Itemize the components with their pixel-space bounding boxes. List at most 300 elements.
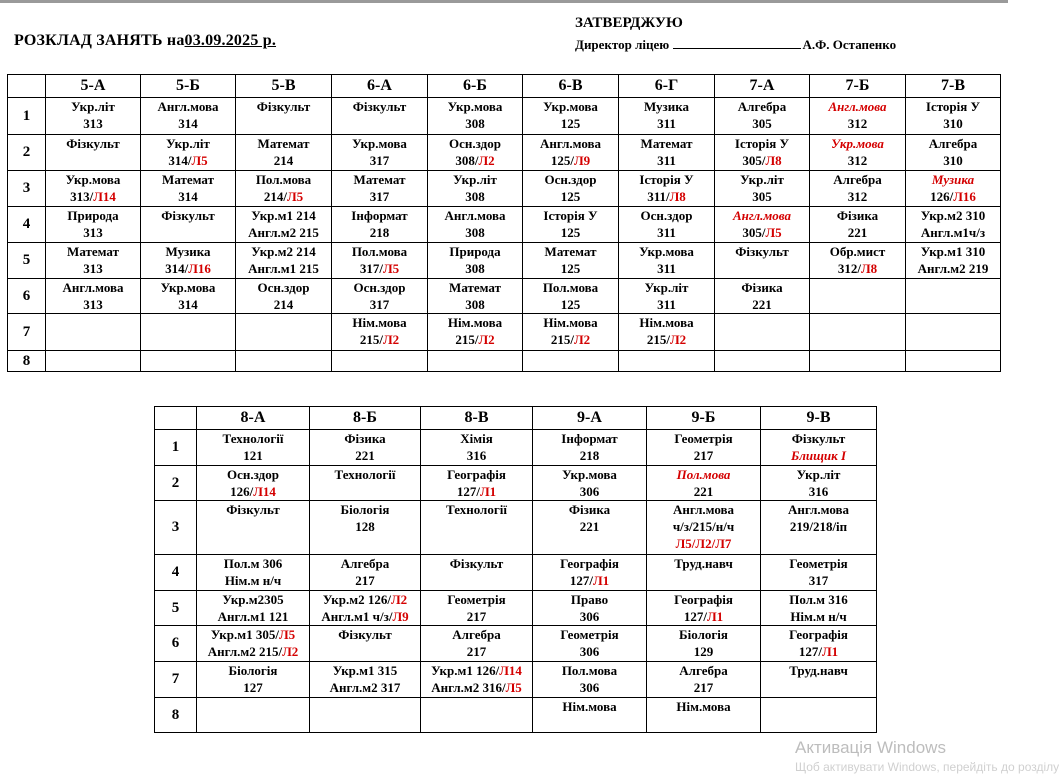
lesson-text: 221: [752, 297, 772, 312]
lesson-line: [647, 608, 760, 625]
lesson-text: Природа: [67, 208, 119, 223]
lesson-cell: [810, 171, 906, 207]
lesson-number: 7: [155, 662, 197, 698]
lesson-line: [428, 135, 522, 152]
lesson-line: [141, 98, 235, 115]
lesson-text: Біологія: [228, 663, 278, 678]
lesson-row: [155, 662, 877, 698]
lesson-text: 308: [465, 116, 485, 131]
lesson-number: 3: [155, 501, 197, 555]
lesson-line: [332, 314, 427, 331]
lesson-line: [197, 591, 309, 608]
lesson-cell: [236, 314, 332, 351]
lesson-line: [533, 447, 646, 464]
lesson-number: 5: [8, 243, 46, 279]
lesson-line: [46, 98, 140, 115]
lesson-text: 214/: [263, 189, 287, 204]
lesson-cell: [715, 98, 810, 135]
lesson-text: Географія: [674, 592, 733, 607]
lesson-line: [523, 188, 618, 205]
lesson-line: [523, 314, 618, 331]
lesson-line: [310, 608, 420, 625]
lesson-line: [236, 171, 331, 188]
lesson-line: [236, 296, 331, 313]
lesson-text: Фізика: [836, 208, 879, 223]
lesson-text: 312/: [837, 261, 861, 276]
lesson-line: [715, 188, 809, 205]
lesson-cell: [906, 351, 1001, 372]
lesson-line: [906, 188, 1000, 205]
lesson-cell: [810, 279, 906, 314]
lesson-line: [810, 135, 905, 152]
lesson-cell: [197, 430, 310, 466]
class-header: 9-Б: [647, 407, 761, 430]
lesson-number: 7: [8, 314, 46, 351]
lesson-line: [197, 626, 309, 643]
lesson-text: Фізкульт: [449, 556, 504, 571]
lesson-line: [647, 643, 760, 660]
lesson-line: [197, 572, 309, 589]
lesson-text: Укр.м1 126/: [431, 663, 500, 678]
lesson-line: [523, 243, 618, 260]
lesson-text: Алгебра: [737, 99, 787, 114]
lesson-line: [619, 115, 714, 132]
lesson-text: Англ.м1 ч/з/: [321, 609, 393, 624]
lesson-number: 1: [155, 430, 197, 466]
lesson-cell: [761, 430, 877, 466]
lesson-text: 305/: [742, 153, 766, 168]
class-header: 6-А: [332, 75, 428, 98]
lesson-text: Пол.мова: [255, 172, 312, 187]
lesson-line: [906, 224, 1000, 241]
lesson-room-code: Л16: [953, 189, 976, 204]
lesson-line: [761, 591, 876, 608]
lesson-line: [761, 572, 876, 589]
lesson-row: [8, 279, 1001, 314]
lesson-line: [810, 260, 905, 277]
lesson-cell: [46, 314, 141, 351]
lesson-line: [715, 296, 809, 313]
lesson-line: [332, 98, 427, 115]
lesson-line: [906, 171, 1000, 188]
lesson-cell: [141, 351, 236, 372]
lesson-cell: [197, 466, 310, 501]
lesson-cell: [619, 243, 715, 279]
lesson-text: 313: [83, 225, 103, 240]
lesson-line: [715, 279, 809, 296]
windows-activation-hint: Щоб активувати Windows, перейдіть до розділу: [795, 760, 1059, 774]
lesson-line: [310, 572, 420, 589]
lesson-line: [715, 224, 809, 241]
lesson-line: [810, 152, 905, 169]
lesson-number: 1: [8, 98, 46, 135]
lesson-cell: [197, 591, 310, 626]
lesson-cell: [428, 171, 523, 207]
lesson-text: Фізкульт: [338, 627, 392, 642]
lesson-text: Англ.м2 316/: [431, 680, 506, 695]
lesson-line: [647, 698, 760, 715]
lesson-line: [810, 115, 905, 132]
lesson-cell: [810, 243, 906, 279]
lesson-text: 217: [466, 644, 487, 659]
lesson-text: Музика: [643, 99, 690, 114]
lesson-text: Укр.м2305: [222, 592, 284, 607]
lesson-line: [533, 591, 646, 608]
lesson-cell: [197, 555, 310, 591]
lesson-text: 214: [273, 297, 294, 312]
lesson-text: Укр.мова: [65, 172, 121, 187]
lesson-text: 221: [355, 448, 375, 463]
lesson-cell: [761, 626, 877, 662]
lesson-line: [715, 243, 809, 260]
approval-heading: ЗАТВЕРДЖУЮ: [575, 15, 683, 31]
lesson-line: [141, 207, 235, 224]
lesson-number: 8: [155, 698, 197, 733]
lesson-line: [141, 135, 235, 152]
lesson-text: Англ.мова: [828, 99, 887, 114]
lesson-cell: [141, 314, 236, 351]
lesson-line: [428, 224, 522, 241]
lesson-text: 316: [466, 448, 487, 463]
lesson-text: 125: [560, 116, 581, 131]
lesson-line: [141, 243, 235, 260]
lesson-text: Геометрія: [674, 431, 733, 446]
lesson-line: [619, 331, 714, 348]
lesson-text: Англ.мова: [444, 208, 506, 223]
lesson-line: [236, 188, 331, 205]
lesson-number: 8: [8, 351, 46, 372]
lesson-text: Укр.мова: [562, 467, 617, 482]
lesson-text: Фізкульт: [791, 431, 846, 446]
lesson-row: [8, 98, 1001, 135]
lesson-text: 128: [355, 519, 375, 534]
lesson-text: Геометрія: [789, 556, 848, 571]
lesson-line: [647, 518, 760, 535]
lesson-text: 317: [808, 573, 829, 588]
lesson-line: [197, 501, 309, 518]
lesson-room-code: Л8: [860, 261, 878, 276]
lesson-cell: [533, 466, 647, 501]
lesson-text: 313: [83, 116, 103, 131]
lesson-cell: [141, 98, 236, 135]
lesson-text: Нім.мова: [562, 699, 617, 714]
lesson-text: 217: [355, 573, 375, 588]
lesson-cell: [236, 279, 332, 314]
lesson-line: [421, 643, 532, 660]
lesson-line: [236, 152, 331, 169]
lesson-room-code: Л5: [505, 680, 522, 695]
lesson-text: 313: [83, 261, 103, 276]
lesson-line: [523, 152, 618, 169]
lesson-line: [523, 279, 618, 296]
lesson-line: [647, 662, 760, 679]
lesson-text: 127/: [798, 644, 822, 659]
lesson-cell: [310, 662, 421, 698]
lesson-cell: [141, 135, 236, 171]
lesson-cell: [533, 626, 647, 662]
lesson-line: [619, 98, 714, 115]
lesson-line: [421, 466, 532, 483]
lesson-text: Природа: [449, 244, 501, 259]
class-header: 9-А: [533, 407, 647, 430]
lesson-text: Нім.мова: [543, 315, 598, 330]
lesson-text: 305: [752, 116, 772, 131]
lesson-cell: [332, 351, 428, 372]
lesson-line: [523, 135, 618, 152]
lesson-text: Англ.м1ч/з: [920, 225, 986, 240]
lesson-line: [810, 243, 905, 260]
lesson-cell: [141, 243, 236, 279]
lesson-line: [310, 626, 420, 643]
lesson-text: 308: [465, 297, 485, 312]
lesson-line: [533, 626, 646, 643]
lesson-room-code: Л1: [821, 644, 839, 659]
director-name: А.Ф. Остапенко: [802, 37, 897, 52]
lesson-cell: [810, 98, 906, 135]
lesson-line: [715, 171, 809, 188]
lesson-cell: [421, 662, 533, 698]
lesson-text: 121: [243, 448, 263, 463]
class-header: 5-Б: [141, 75, 236, 98]
lesson-cell: [421, 430, 533, 466]
class-header: 8-В: [421, 407, 533, 430]
lesson-room-code: Л9: [392, 609, 409, 624]
lesson-line: [428, 207, 522, 224]
lesson-line: [46, 260, 140, 277]
class-header: 5-В: [236, 75, 332, 98]
lesson-row: [155, 591, 877, 626]
lesson-text: 314: [178, 116, 198, 131]
lesson-text: Математ: [640, 136, 693, 151]
lesson-line: [761, 447, 876, 464]
lesson-row: [155, 430, 877, 466]
lesson-cell: [715, 207, 810, 243]
lesson-text: 217: [693, 448, 714, 463]
lesson-line: [332, 296, 427, 313]
lesson-room-code: Л2: [390, 592, 408, 607]
lesson-text: 312: [847, 116, 868, 131]
lesson-line: [310, 679, 420, 696]
lesson-text: 129: [693, 644, 714, 659]
lesson-row: [155, 501, 877, 555]
lesson-text: 125: [560, 297, 581, 312]
lesson-line: [46, 135, 140, 152]
lesson-cell: [647, 466, 761, 501]
lesson-text: 310: [943, 116, 963, 131]
lesson-cell: [310, 466, 421, 501]
title-prefix: РОЗКЛАД ЗАНЯТЬ на: [14, 32, 185, 49]
lesson-text: 219/218/іп: [789, 519, 848, 534]
lesson-text: 316: [808, 484, 829, 499]
lesson-cell: [761, 662, 877, 698]
lesson-cell: [715, 351, 810, 372]
lesson-text: 314/: [165, 261, 189, 276]
lesson-line: [421, 626, 532, 643]
lesson-line: [332, 135, 427, 152]
lesson-cell: [421, 591, 533, 626]
lesson-text: 125: [560, 225, 581, 240]
lesson-line: [523, 207, 618, 224]
lesson-cell: [523, 279, 619, 314]
lesson-cell: [533, 430, 647, 466]
signature-underline: [673, 38, 801, 49]
lesson-cell: [647, 430, 761, 466]
class-header: 5-А: [46, 75, 141, 98]
lesson-cell: [421, 501, 533, 555]
lesson-line: [647, 501, 760, 518]
lesson-line: [533, 643, 646, 660]
lesson-line: [533, 466, 646, 483]
lesson-row: [155, 555, 877, 591]
lesson-cell: [523, 351, 619, 372]
lesson-cell: [310, 555, 421, 591]
lesson-cell: [906, 135, 1001, 171]
lesson-text: 314/: [168, 153, 192, 168]
lesson-line: [310, 430, 420, 447]
lesson-text: 311: [657, 297, 676, 312]
lesson-cell: [236, 243, 332, 279]
lesson-text: Труд.навч: [674, 556, 733, 571]
lesson-line: [197, 466, 309, 483]
lesson-line: [619, 314, 714, 331]
lesson-cell: [310, 626, 421, 662]
corner-cell: [8, 75, 46, 98]
lesson-cell: [428, 98, 523, 135]
lesson-cell: [523, 98, 619, 135]
lesson-text: 312: [847, 153, 868, 168]
lesson-cell: [619, 207, 715, 243]
lesson-line: [715, 207, 809, 224]
lesson-text: Географія: [789, 627, 848, 642]
lesson-cell: [141, 279, 236, 314]
lesson-text: Укр.м2 310: [920, 208, 986, 223]
lesson-line: [619, 224, 714, 241]
lesson-text: 317: [369, 297, 390, 312]
lesson-row: [155, 466, 877, 501]
lesson-text: Пол.мова: [542, 280, 599, 295]
lesson-line: [619, 296, 714, 313]
lesson-number: 4: [8, 207, 46, 243]
lesson-cell: [533, 555, 647, 591]
lesson-line: [647, 466, 760, 483]
corner-cell: [155, 407, 197, 430]
lesson-text: 311: [657, 153, 676, 168]
lesson-row: [155, 626, 877, 662]
lesson-cell: [310, 501, 421, 555]
lesson-line: [906, 98, 1000, 115]
schedule-table-grades-8-9: [154, 406, 877, 733]
lesson-number: 2: [155, 466, 197, 501]
lesson-cell: [715, 314, 810, 351]
lesson-line: [332, 171, 427, 188]
lesson-text: Осн.здор: [257, 280, 310, 295]
lesson-text: 214: [273, 153, 294, 168]
lesson-cell: [810, 314, 906, 351]
lesson-text: 221: [579, 519, 600, 534]
lesson-line: [906, 152, 1000, 169]
lesson-room-code: Л5: [382, 261, 400, 276]
lesson-line: [533, 518, 646, 535]
lesson-room-code: Л1: [592, 573, 610, 588]
lesson-cell: [906, 279, 1001, 314]
lesson-cell: [906, 207, 1001, 243]
lesson-line: [197, 662, 309, 679]
lesson-cell: [141, 207, 236, 243]
lesson-text: 215/: [550, 332, 574, 347]
lesson-room-code: Л8: [669, 189, 686, 204]
lesson-cell: [761, 466, 877, 501]
lesson-cell: [46, 279, 141, 314]
lesson-line: [523, 115, 618, 132]
lesson-cell: [906, 314, 1001, 351]
lesson-cell: [310, 430, 421, 466]
lesson-line: [761, 662, 876, 679]
lesson-cell: [619, 135, 715, 171]
lesson-text: Пол.мова: [676, 467, 731, 482]
lesson-line: [141, 296, 235, 313]
lesson-text: Алгебра: [679, 663, 728, 678]
lesson-line: [236, 98, 331, 115]
lesson-cell: [421, 626, 533, 662]
lesson-row: [8, 243, 1001, 279]
schedule-table-grades-5-7: [7, 74, 1001, 372]
lesson-line: [523, 331, 618, 348]
lesson-line: [619, 171, 714, 188]
lesson-text: Укр.літ: [644, 280, 689, 295]
lesson-number: 2: [8, 135, 46, 171]
lesson-cell: [428, 351, 523, 372]
lesson-line: [761, 643, 876, 660]
lesson-text: Осн.здор: [640, 208, 693, 223]
lesson-text: 305/: [742, 225, 766, 240]
lesson-line: [141, 279, 235, 296]
lesson-line: [428, 314, 522, 331]
lesson-text: 306: [579, 484, 600, 499]
lesson-cell: [428, 207, 523, 243]
lesson-text: 127/: [569, 573, 593, 588]
lesson-text: 312: [847, 189, 868, 204]
lesson-line: [533, 608, 646, 625]
lesson-text: Укр.мова: [160, 280, 216, 295]
lesson-cell: [619, 279, 715, 314]
lesson-line: [428, 296, 522, 313]
lesson-text: 311/: [647, 189, 670, 204]
lesson-cell: [619, 351, 715, 372]
lesson-text: 126/: [230, 484, 254, 499]
lesson-cell: [761, 555, 877, 591]
lesson-cell: [46, 351, 141, 372]
lesson-text: Географія: [447, 467, 506, 482]
lesson-line: [46, 224, 140, 241]
lesson-room-code: Л5: [278, 627, 296, 642]
lesson-cell: [428, 243, 523, 279]
lesson-line: [236, 135, 331, 152]
lesson-text: Пол.мова: [351, 244, 408, 259]
lesson-line: [421, 679, 532, 696]
lesson-room-code: Л14: [499, 663, 522, 678]
lesson-cell: [647, 662, 761, 698]
lesson-line: [197, 643, 309, 660]
lesson-text: Фізкульт: [352, 99, 407, 114]
lesson-room-code: Л14: [253, 484, 276, 499]
lesson-text: Пол.мова: [561, 663, 618, 678]
class-header: 6-Б: [428, 75, 523, 98]
lesson-text: Л5/Л2/Л7: [675, 536, 732, 551]
lesson-cell: [197, 626, 310, 662]
lesson-cell: [533, 698, 647, 733]
lesson-line: [421, 483, 532, 500]
lesson-line: [46, 207, 140, 224]
